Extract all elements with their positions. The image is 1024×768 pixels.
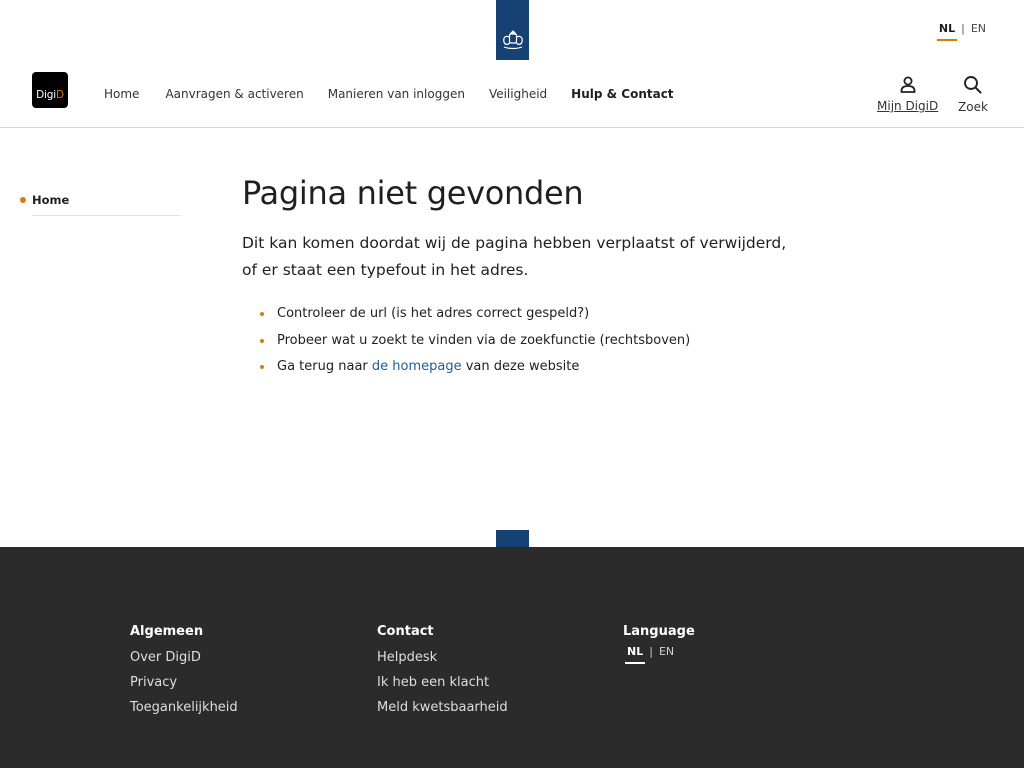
- list-item-suffix: van deze website: [461, 359, 580, 374]
- site-footer: [0, 547, 1024, 768]
- digid-logo[interactable]: [32, 72, 68, 108]
- sidebar-item-label: Home: [32, 193, 70, 207]
- footer-heading-algemeen: Algemeen: [130, 624, 204, 639]
- nav-item-aanvragen[interactable]: Aanvragen & activeren: [165, 87, 304, 101]
- nav-item-hulp-contact[interactable]: Hulp & Contact: [571, 87, 674, 101]
- list-item: [242, 354, 802, 381]
- sidebar-divider: [32, 215, 181, 216]
- intro-text: Dit kan komen doordat wij de pagina hebben verplaatst of verwijderd, of er staat een typefout in het adres.: [242, 234, 787, 279]
- sidebar-item-home[interactable]: [20, 193, 181, 215]
- nav-item-manieren[interactable]: Manieren van inloggen: [327, 87, 465, 101]
- homepage-link[interactable]: de homepage: [371, 359, 462, 374]
- footer-lang-en-link[interactable]: EN: [658, 645, 675, 658]
- mijn-digid-label: Mijn DigiD: [877, 99, 939, 113]
- footer-lang-nl-link[interactable]: NL: [627, 645, 644, 658]
- search-label: Zoek: [958, 100, 988, 114]
- search-button[interactable]: [958, 75, 988, 114]
- footer-column-algemeen: [130, 624, 238, 720]
- suggestion-list: [242, 301, 802, 381]
- list-item-prefix: Ga terug naar: [277, 359, 372, 374]
- footer-heading-contact: Contact: [377, 624, 434, 639]
- footer-column-language: [623, 624, 695, 658]
- footer-link-klacht[interactable]: Ik heb een klacht: [377, 675, 490, 690]
- rijksoverheid-logo[interactable]: [496, 0, 529, 60]
- footer-link-helpdesk[interactable]: Helpdesk: [377, 650, 438, 665]
- footer-column-contact: [377, 624, 508, 720]
- language-switch: [939, 22, 986, 35]
- footer-link-privacy[interactable]: Privacy: [130, 675, 178, 690]
- list-item: Controleer de url (is het adres correct gespeld?): [242, 301, 802, 328]
- lang-en-link[interactable]: EN: [970, 22, 986, 35]
- coat-of-arms-icon: [500, 28, 526, 52]
- search-icon: [963, 75, 982, 94]
- footer-heading-language: Language: [623, 624, 695, 639]
- footer-link-over-digid[interactable]: Over DigiD: [130, 650, 201, 665]
- bullet-dot-icon: [20, 197, 26, 203]
- nav-item-home[interactable]: Home: [104, 87, 140, 101]
- lang-nl-link[interactable]: NL: [938, 22, 956, 35]
- list-item: Probeer wat u zoekt te vinden via de zoekfunctie (rechtsboven): [242, 328, 802, 355]
- digid-logo-text-d: D: [55, 89, 64, 101]
- main-nav: [104, 87, 698, 101]
- footer-link-toegankelijkheid[interactable]: Toegankelijkheid: [130, 700, 238, 715]
- sidebar-nav: [20, 193, 181, 216]
- user-icon: [899, 75, 917, 93]
- lang-separator: |: [961, 22, 965, 35]
- footer-language-switch: [623, 645, 695, 658]
- footer-link-kwetsbaarheid[interactable]: Meld kwetsbaarheid: [377, 700, 508, 715]
- footer-tab-decoration: [496, 530, 529, 547]
- digid-logo-text-digi: Digi: [36, 89, 56, 101]
- site-header: [0, 60, 1024, 128]
- main-content: [242, 170, 802, 381]
- mijn-digid-button[interactable]: [877, 75, 938, 113]
- page-title: Pagina niet gevonden: [242, 174, 584, 212]
- footer-lang-separator: |: [649, 645, 653, 658]
- nav-item-veiligheid[interactable]: Veiligheid: [488, 87, 548, 101]
